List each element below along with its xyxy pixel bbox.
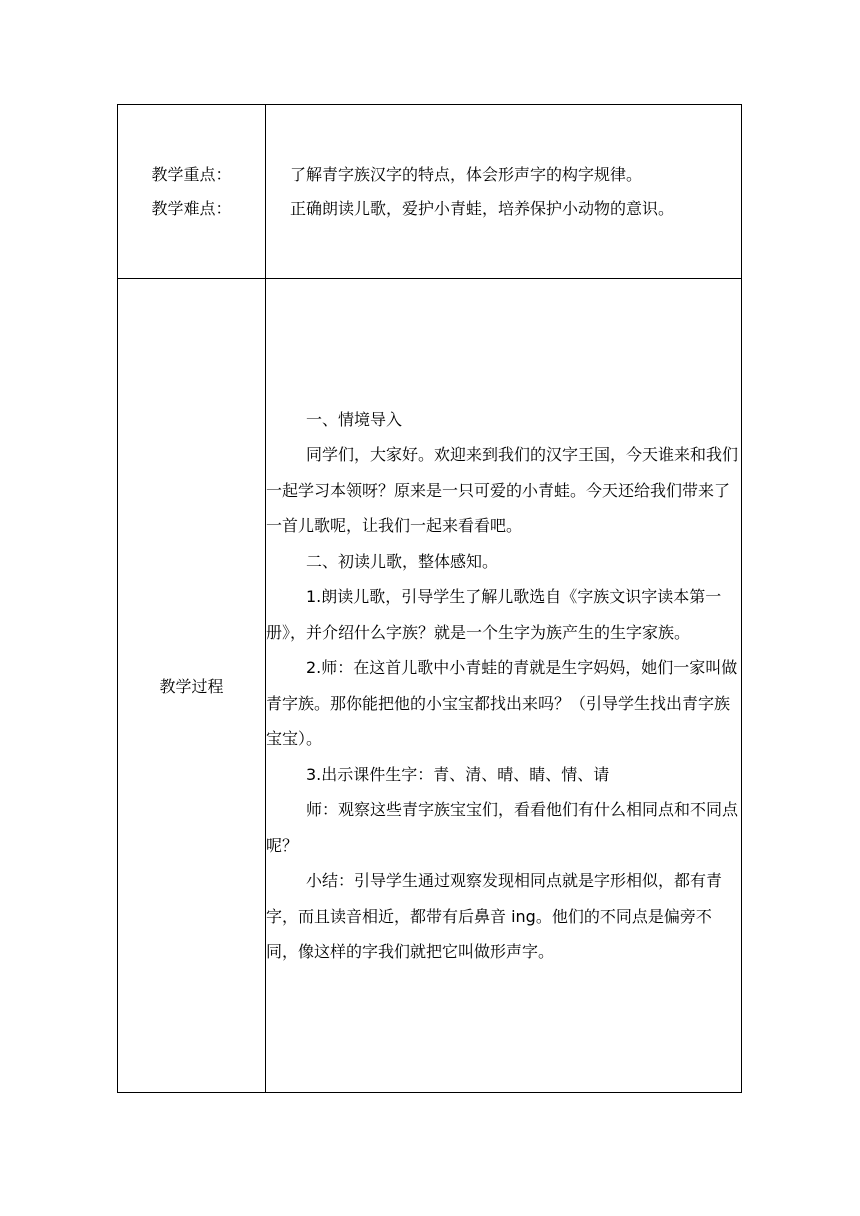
key-points-content-cell (266, 105, 742, 279)
paragraph-step-3: 3.出示课件生字：青、清、晴、睛、情、请 (306, 764, 610, 784)
key-points-label: 教学重点： (151, 164, 232, 184)
paragraph-teacher-question: 师：观察这些青字族宝宝们，看看他们有什么相同点和不同点呢？ (266, 800, 739, 855)
difficulties-label: 教学难点： (151, 198, 232, 218)
paragraph-step-1: 1.朗读儿歌，引导学生了解儿歌选自《字族文识字读本第一册》，并介绍什么字族？就是一个生字为族产生的生字家族。 (266, 587, 722, 642)
key-point-text: 了解青字族汉字的特点，体会形声字的构字规律。 (290, 164, 643, 184)
teaching-process-label: 教学过程 (159, 677, 224, 696)
paragraph-intro: 同学们，大家好。欢迎来到我们的汉字王国，今天谁来和我们一起学习本领呀？原来是一只可爱的小青蛙。今天还给我们带来了一首儿歌呢，让我们一起来看看吧。 (266, 445, 739, 535)
teaching-process-label-cell (118, 279, 266, 1093)
key-points-label-cell (118, 105, 266, 279)
section-heading-reading: 二、初读儿歌，整体感知。 (306, 551, 499, 571)
key-points-row (118, 105, 742, 279)
teaching-process-row (118, 279, 742, 1093)
lesson-plan-table (117, 104, 742, 1093)
section-heading-intro: 一、情境导入 (306, 409, 403, 429)
paragraph-summary: 小结：引导学生通过观察发现相同点就是字形相似，都有青字，而且读音相近，都带有后鼻音 ing。他们的不同点是偏旁不同，像这样的字我们就把它叫做形声字。 (266, 871, 723, 961)
paragraph-step-2: 2.师：在这首儿歌中小青蛙的青就是生字妈妈，她们一家叫做青字族。那你能把他的小宝宝都找出来吗？（引导学生找出青字族宝宝）。 (266, 658, 738, 748)
teaching-process-content-cell (266, 279, 742, 1093)
difficulty-text: 正确朗读儿歌，爱护小青蛙，培养保护小动物的意识。 (290, 198, 675, 218)
